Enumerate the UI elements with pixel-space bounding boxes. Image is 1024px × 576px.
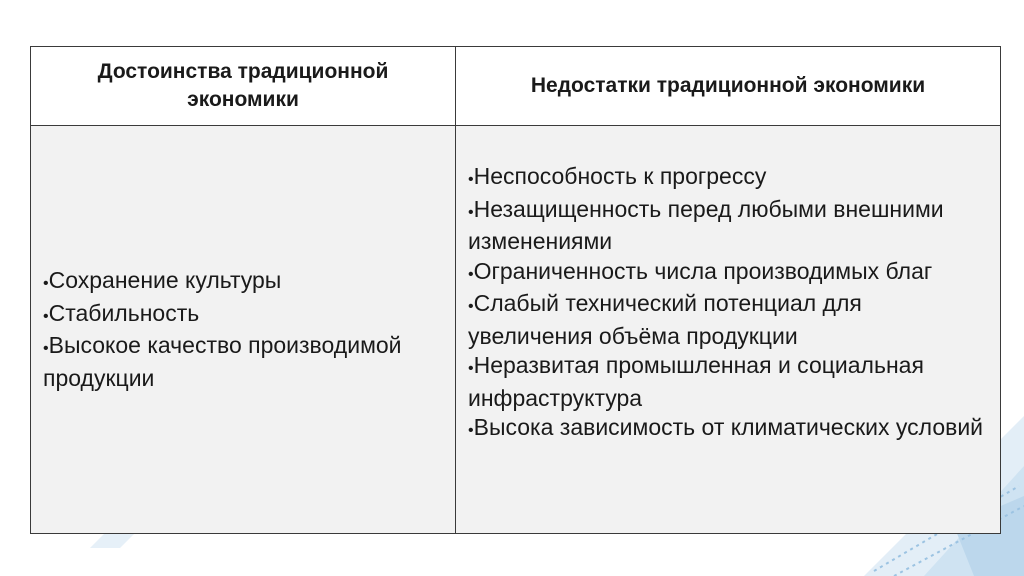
header-row (31, 47, 1001, 126)
advantages-header: Достоинства традиционной экономики (31, 47, 456, 126)
comparison-table (30, 46, 1001, 534)
bullet-icon: • (43, 275, 49, 292)
list-item: •Неспособность к прогрессу (468, 163, 767, 189)
bullet-icon: • (43, 340, 49, 357)
list-item: •Высокое качество производимой продукции (43, 332, 402, 391)
list-item: •Незащищенность перед любыми внешними изменениями (468, 195, 944, 254)
bullet-icon: • (468, 422, 474, 439)
bullet-icon: • (43, 307, 49, 325)
disadvantages-cell (456, 126, 1001, 534)
advantages-cell (31, 126, 456, 534)
list-item: •Сохранение культуры (43, 267, 282, 293)
bullet-icon: • (468, 203, 474, 221)
list-item: •Неразвитая промышленная и социальная инфраструктура (468, 352, 924, 411)
list-item: •Высока зависимость от климатических условий (468, 414, 984, 440)
bullet-icon: • (468, 298, 474, 315)
list-item: •Стабильность (43, 299, 200, 326)
disadvantages-header: Недостатки традиционной экономики (456, 47, 1001, 126)
bullet-icon: • (468, 171, 474, 188)
content-row (31, 126, 1001, 534)
list-item: •Слабый технический потенциал для увеличения объёма продукции (468, 290, 862, 349)
bullet-icon: • (468, 360, 474, 377)
bullet-icon: • (468, 265, 474, 283)
list-item: •Ограниченность числа производимых благ (468, 257, 933, 284)
